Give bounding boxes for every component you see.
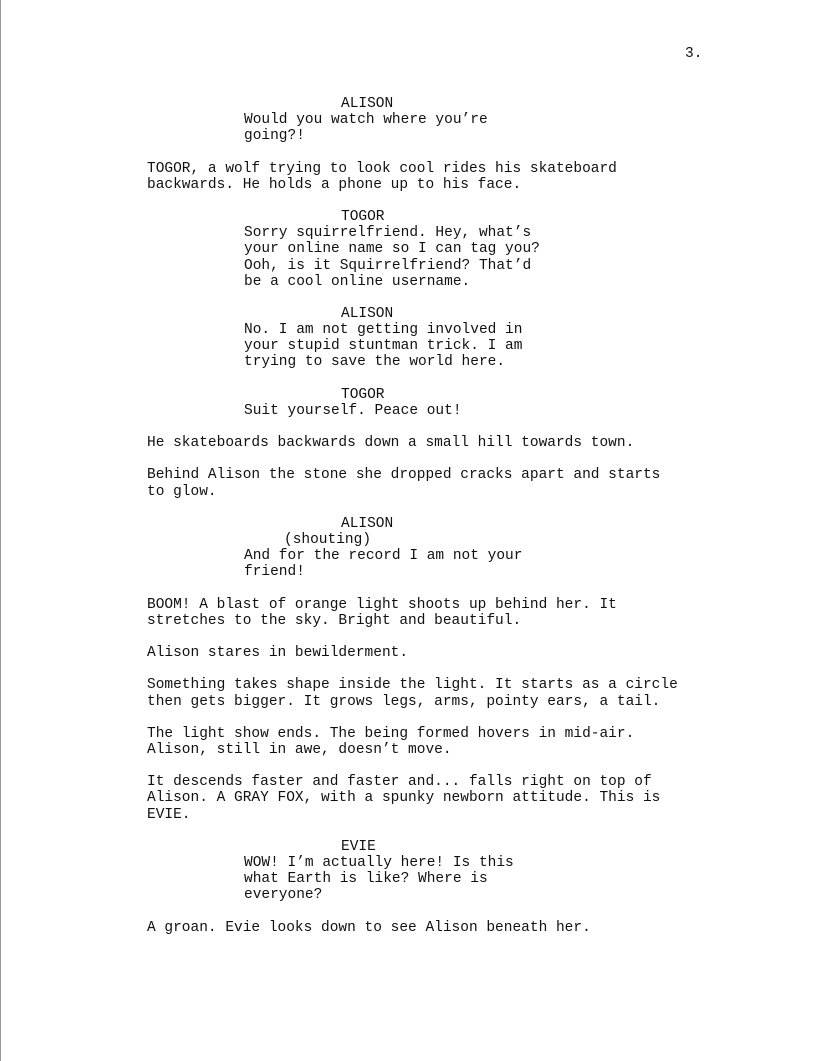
action-line: to glow. bbox=[147, 483, 217, 500]
action-line: EVIE. bbox=[147, 806, 191, 823]
action-line: Alison, still in awe, doesn’t move. bbox=[147, 742, 452, 758]
dialogue-line: trying to save the world here. bbox=[244, 354, 506, 371]
parenthetical-line: (shouting) bbox=[284, 532, 372, 549]
character-line: ALISON bbox=[341, 96, 394, 112]
dialogue-line: Would you watch where you’re bbox=[244, 112, 488, 129]
character-line: ALISON bbox=[341, 305, 394, 322]
action-line: BOOM! A blast of orange light shoots up behind her. It bbox=[147, 596, 617, 613]
action-line: Alison stares in bewilderment. bbox=[147, 645, 409, 662]
dialogue-line: And for the record I am not your bbox=[244, 548, 523, 565]
character-line: TOGOR bbox=[341, 209, 385, 226]
action-line: Alison. A GRAY FOX, with a spunky newborn attitude. This is bbox=[147, 790, 661, 807]
dialogue-line: Suit yourself. Peace out! bbox=[244, 402, 462, 419]
action-line: then gets bigger. It grows legs, arms, pointy ears, a tail. bbox=[147, 693, 661, 710]
page-number: 3. bbox=[685, 46, 703, 62]
action-line: The light show ends. The being formed hovers in mid-air. bbox=[147, 725, 635, 742]
action-line: A groan. Evie looks down to see Alison beneath her. bbox=[147, 919, 591, 936]
dialogue-line: Sorry squirrelfriend. Hey, what’s bbox=[244, 225, 532, 242]
dialogue-line: what Earth is like? Where is bbox=[244, 871, 488, 888]
action-line: Something takes shape inside the light. It starts as a circle bbox=[147, 677, 678, 694]
character-line: ALISON bbox=[341, 515, 394, 532]
dialogue-line: friend! bbox=[244, 564, 305, 581]
action-line: TOGOR, a wolf trying to look cool rides his skateboard bbox=[147, 160, 617, 177]
action-line: backwards. He holds a phone up to his face. bbox=[147, 176, 522, 193]
dialogue-line: No. I am not getting involved in bbox=[244, 322, 523, 339]
action-line: stretches to the sky. Bright and beautiful. bbox=[147, 612, 522, 629]
dialogue-line: your online name so I can tag you? bbox=[244, 241, 540, 258]
dialogue-line: your stupid stuntman trick. I am bbox=[244, 338, 523, 355]
character-line: EVIE bbox=[341, 838, 376, 855]
dialogue-line: going?! bbox=[244, 128, 305, 145]
character-line: TOGOR bbox=[341, 386, 385, 403]
action-line: Behind Alison the stone she dropped cracks apart and starts bbox=[147, 467, 661, 484]
dialogue-line: WOW! I’m actually here! Is this bbox=[244, 855, 514, 872]
dialogue-line: be a cool online username. bbox=[244, 273, 471, 290]
dialogue-line: Ooh, is it Squirrelfriend? That’d bbox=[244, 257, 532, 274]
action-line: He skateboards backwards down a small hill towards town. bbox=[147, 435, 635, 452]
action-line: It descends faster and faster and... falls right on top of bbox=[147, 774, 652, 791]
dialogue-line: everyone? bbox=[244, 887, 323, 904]
